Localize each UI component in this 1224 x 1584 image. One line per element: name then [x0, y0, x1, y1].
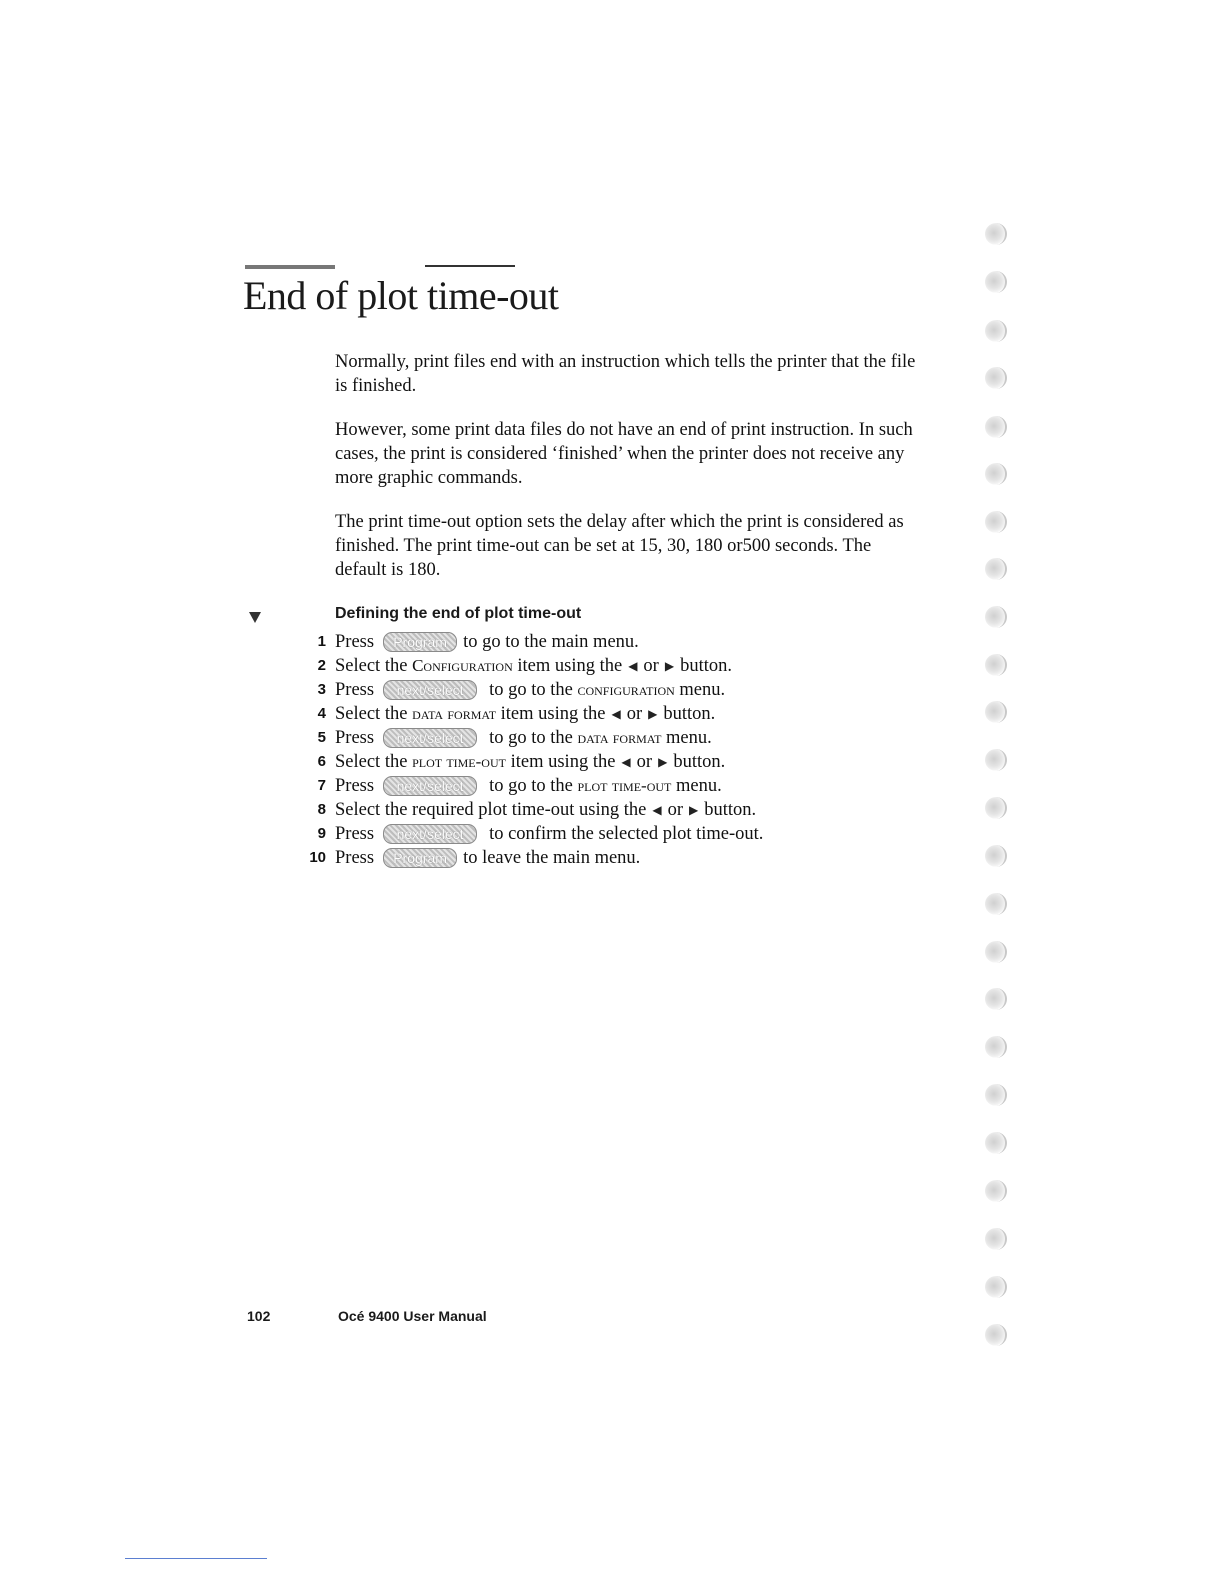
- step-text: item using the: [510, 752, 616, 772]
- next-select-key: next/select: [383, 680, 477, 700]
- step-text: menu.: [666, 728, 712, 748]
- arrow-right-icon: ▶: [689, 803, 699, 817]
- step-number: 1: [317, 633, 326, 650]
- step-text: menu.: [679, 680, 726, 700]
- menu-name: plot time-out: [412, 752, 506, 771]
- step-text: Press: [335, 776, 375, 796]
- step-number: 7: [317, 777, 326, 794]
- step-text: or: [667, 800, 683, 820]
- binder-hole-icon: [985, 893, 1007, 915]
- step-text: button.: [673, 752, 726, 772]
- title-rule-left: [245, 265, 335, 269]
- step: [300, 630, 920, 654]
- binder-hole-icon: [985, 797, 1007, 819]
- step: [300, 726, 920, 750]
- step-text: Select the required plot time-out using the: [335, 800, 647, 820]
- step-number: 3: [317, 681, 326, 698]
- next-select-key: next/select: [383, 728, 477, 748]
- program-key: Program: [383, 848, 457, 868]
- paragraph: The print time-out option sets the delay after which the print is considered as finished. The print time-out can be set at 15, 30, 180 or500 seconds. The default is 180.: [335, 512, 904, 580]
- binder-hole-icon: [985, 416, 1007, 438]
- binder-hole-icon: [985, 367, 1007, 389]
- section-heading: Defining the end of plot time-out: [335, 605, 582, 622]
- step: [300, 750, 920, 774]
- step-text: Press: [335, 728, 375, 748]
- menu-name: plot time-out: [577, 776, 672, 795]
- binder-hole-icon: [985, 1228, 1007, 1250]
- step: [300, 678, 920, 702]
- binder-hole-icon: [985, 988, 1007, 1010]
- arrow-left-icon: ◀: [628, 659, 638, 673]
- menu-name: data format: [577, 728, 662, 747]
- step-text: Press: [335, 848, 375, 868]
- menu-name: Configuration: [412, 656, 513, 675]
- binder-hole-icon: [985, 701, 1007, 723]
- step-text: menu.: [675, 776, 722, 796]
- step-text: to confirm the selected plot time-out.: [489, 824, 764, 844]
- menu-name: data format: [412, 704, 497, 723]
- step: [300, 654, 920, 678]
- step-text: to go to the: [489, 680, 573, 700]
- bottom-edge-line: [125, 1558, 267, 1559]
- binder-hole-icon: [985, 223, 1007, 245]
- step-number: 8: [317, 801, 326, 818]
- next-select-key: next/select: [383, 776, 477, 796]
- step-text: Select the: [335, 704, 408, 724]
- arrow-left-icon: ◀: [611, 707, 621, 721]
- step-text: or: [643, 656, 659, 676]
- binder-hole-icon: [985, 320, 1007, 342]
- step-number: 2: [317, 657, 326, 674]
- step-text: Press: [335, 680, 375, 700]
- step-text: button.: [704, 800, 757, 820]
- binder-hole-icon: [985, 606, 1007, 628]
- intro-text: [335, 350, 925, 602]
- title-rule-right: [425, 265, 515, 267]
- step: [300, 702, 920, 726]
- arrow-left-icon: ◀: [652, 803, 662, 817]
- paragraph: Normally, print files end with an instruction which tells the printer that the file is finished.: [335, 352, 916, 396]
- arrow-right-icon: ▶: [648, 707, 658, 721]
- step-number: 5: [317, 729, 326, 746]
- step-text: to go to the: [489, 776, 573, 796]
- binder-hole-icon: [985, 511, 1007, 533]
- program-key: Program: [383, 632, 457, 652]
- next-select-key: next/select: [383, 824, 477, 844]
- step-text: Select the: [335, 656, 408, 676]
- step-text: item using the: [517, 656, 623, 676]
- step-number: 4: [317, 705, 326, 722]
- step-text: or: [636, 752, 653, 772]
- binder-hole-icon: [985, 1276, 1007, 1298]
- step: [300, 846, 920, 870]
- binder-hole-icon: [985, 845, 1007, 867]
- step-text: to go to the: [489, 728, 573, 748]
- binder-hole-icon: [985, 558, 1007, 580]
- procedure-steps: [300, 630, 920, 870]
- menu-name: configuration: [577, 680, 675, 699]
- step-text: button.: [663, 704, 716, 724]
- step-number: 10: [309, 849, 326, 866]
- binder-hole-icon: [985, 1084, 1007, 1106]
- step-text: to go to the main menu.: [463, 632, 639, 652]
- step: [300, 774, 920, 798]
- binder-hole-icon: [985, 463, 1007, 485]
- binder-hole-icon: [985, 271, 1007, 293]
- page-title: End of plot time-out: [243, 273, 559, 318]
- step-text: button.: [680, 656, 732, 676]
- binder-hole-icon: [985, 1132, 1007, 1154]
- step: [300, 822, 920, 846]
- binder-hole-icon: [985, 1180, 1007, 1202]
- page-number: 102: [247, 1308, 271, 1324]
- step-number: 6: [317, 753, 326, 770]
- step-text: item using the: [500, 704, 606, 724]
- binder-hole-icon: [985, 1324, 1007, 1346]
- step-text: Press: [335, 824, 375, 844]
- step-text: or: [626, 704, 643, 724]
- step-text: to leave the main menu.: [463, 848, 641, 868]
- arrow-right-icon: ▶: [664, 659, 675, 673]
- procedure-marker-icon: [249, 612, 261, 623]
- arrow-right-icon: ▶: [658, 755, 668, 769]
- paragraph: However, some print data files do not have an end of print instruction. In such cases, the print is considered ‘finished’ when the printer does not receive any more graphic commands.: [335, 420, 913, 488]
- manual-title: Océ 9400 User Manual: [338, 1308, 487, 1324]
- binder-hole-icon: [985, 749, 1007, 771]
- step-text: Select the: [335, 752, 408, 772]
- binder-hole-icon: [985, 1036, 1007, 1058]
- step-text: Press: [335, 632, 375, 652]
- binder-hole-icon: [985, 654, 1007, 676]
- binder-hole-icon: [985, 941, 1007, 963]
- arrow-left-icon: ◀: [621, 755, 631, 769]
- step-number: 9: [317, 825, 326, 842]
- step: [300, 798, 920, 822]
